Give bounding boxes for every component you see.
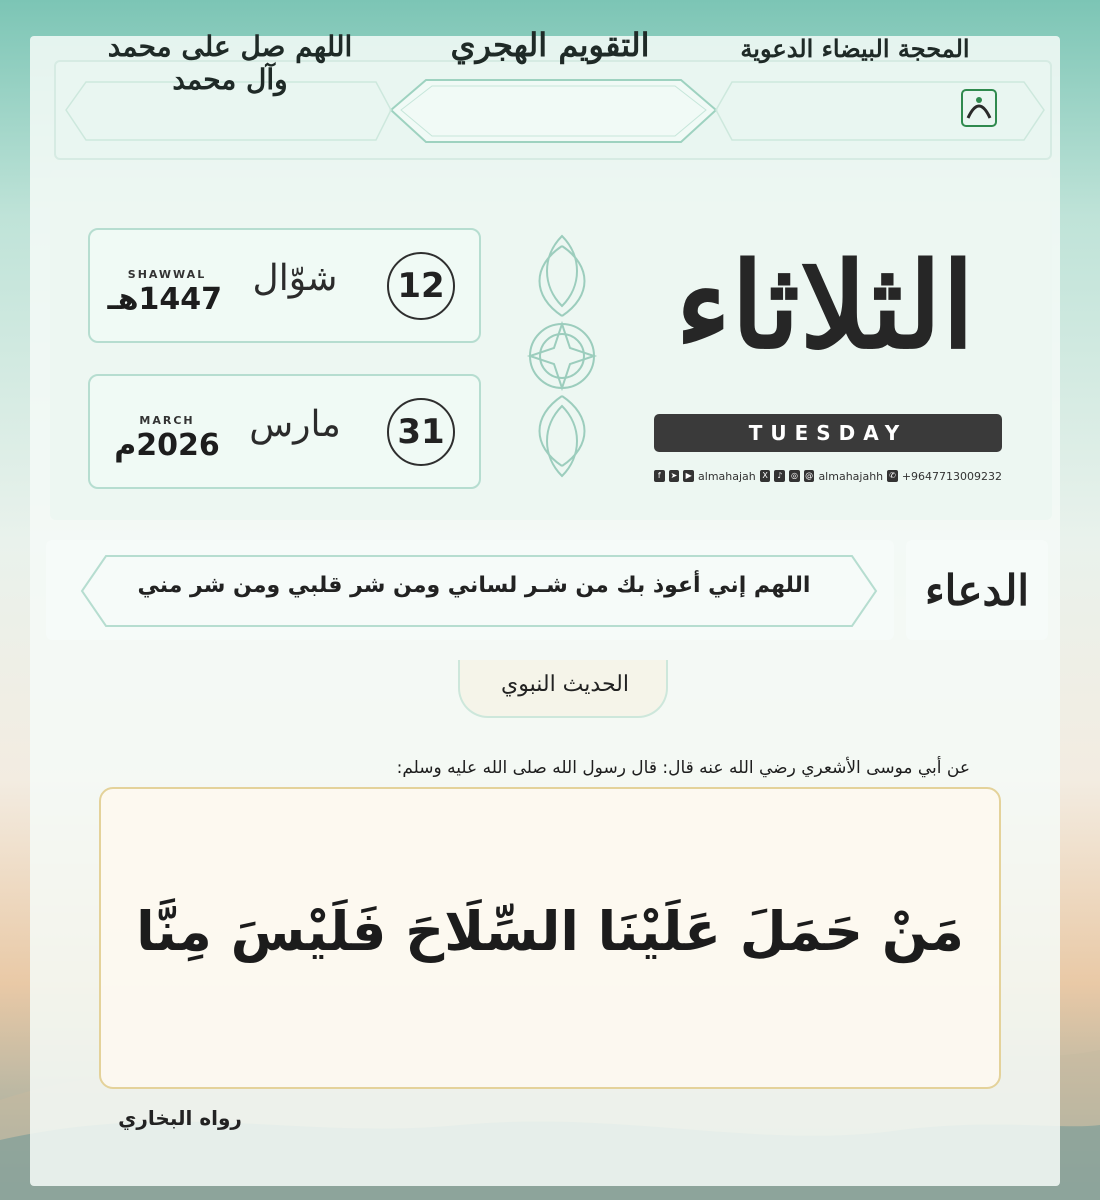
hijri-day-number: 12 (387, 252, 455, 320)
social-handle-1[interactable]: almahajah (698, 469, 756, 483)
gregorian-day-number: 31 (387, 398, 455, 466)
hadith-badge-label: الحديث النبوي (501, 672, 629, 697)
instagram-icon[interactable]: ◎ (790, 471, 798, 480)
hijri-date-card (88, 228, 481, 343)
social-links (654, 466, 1002, 486)
youtube-icon[interactable]: ▶ (683, 470, 694, 482)
x-icon[interactable]: X (760, 470, 771, 482)
page-title: التقويم الهجري (450, 26, 650, 64)
brand-name: المحجة البيضاء الدعوية (740, 34, 970, 63)
dua-text: اللهم إني أعوذ بك من شـر لساني ومن شر قلبي ومن شر مني (137, 573, 811, 598)
social-handle-2[interactable]: almahajahh (818, 469, 884, 483)
hadith-text: مَنْ حَمَلَ عَلَيْنَا السِّلَاحَ فَلَيْسَ مِنَّا (136, 900, 964, 963)
threads-icon[interactable]: @ (805, 471, 814, 480)
telegram-icon[interactable]: ➤ (670, 471, 678, 480)
floral-ornament-icon (512, 226, 612, 486)
gregorian-year: 2026م (114, 428, 220, 463)
phone-number[interactable]: +9647713009232 (901, 469, 1003, 483)
gregorian-date-card (88, 374, 481, 489)
whatsapp-icon[interactable]: ✆ (889, 471, 896, 480)
day-name-english: TUESDAY (654, 414, 1002, 452)
dua-label: الدعاء (924, 566, 1030, 615)
hadith-badge (458, 660, 668, 718)
gregorian-month-arabic: مارس (249, 404, 341, 445)
hijri-year: 1447هـ (107, 282, 222, 317)
hijri-month-arabic: شوّال (252, 258, 338, 299)
day-name-arabic: الثلاثاء (675, 236, 975, 375)
brand-logo-icon (958, 86, 1000, 130)
gregorian-month-english: MARCH (139, 414, 195, 427)
dua-label-box (906, 540, 1048, 640)
hadith-source: رواه البخاري (118, 1106, 242, 1130)
facebook-icon[interactable]: f (654, 470, 665, 482)
salawat-text: اللهم صل على محمد وآل محمد (107, 30, 353, 96)
tiktok-icon[interactable]: ♪ (774, 470, 785, 482)
hadith-narration: عن أبي موسى الأشعري رضي الله عنه قال: قال رسول الله صلى الله عليه وسلم: (396, 758, 970, 778)
hijri-month-english: SHAWWAL (127, 268, 207, 281)
